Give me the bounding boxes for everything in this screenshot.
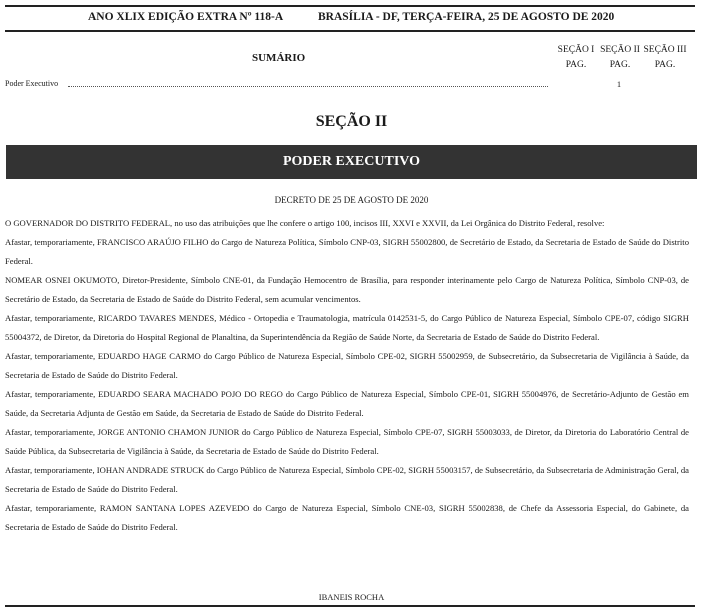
decree-paragraph: O GOVERNADOR DO DISTRITO FEDERAL, no uso das atribuições que lhe confere o artigo 100, incisos III, XXVI e XXVII, da Lei Orgânica do Distrito Federal, resolve: xyxy=(5,218,605,228)
summary-col-sub: PAG. xyxy=(654,60,676,70)
summary-col-header: SEÇÃO I xyxy=(557,45,595,55)
footer-rule xyxy=(5,605,695,607)
summary-col-header: SEÇÃO II xyxy=(600,45,640,55)
decree-paragraph: Afastar, temporariamente, FRANCISCO ARAÚJO FILHO do Cargo de Natureza Política, Símbolo CNP-03, SIGRH 55002800, de Secretário de Estado, da Secretaria de Estado de Saúde do Distrito Federal. xyxy=(5,237,689,266)
summary-col-header: SEÇÃO III xyxy=(643,45,687,55)
summary-col-secao-3 xyxy=(641,43,689,73)
summary-col-secao-1 xyxy=(552,43,600,73)
decree-paragraph: Afastar, temporariamente, RICARDO TAVARES MENDES, Médico - Ortopedia e Traumatologia, matrícula 0142531-5, do Cargo Público de Natureza Especial, Símbolo CPE-07, código SIGRH 55004372, de Diretor, da Diretoria do Hospital Regional de Planaltina, da Superintendência da Região de Saúde Norte, da Secretaria de Estado de Saúde do Distrito Federal. xyxy=(5,313,689,342)
summary-col-sub: PAG. xyxy=(565,60,587,70)
decree-paragraph: Afastar, temporariamente, EDUARDO SEARA MACHADO POJO DO REGO do Cargo Público de Natureza Especial, Símbolo CPE-01, SIGRH 55004976, de Secretário-Adjunto de Gestão em Saúde, da Secretaria Adjunta de Gestão em Saúde, da Secretaria de Estado de Saúde do Distrito Federal. xyxy=(5,389,689,418)
toc-dot-leader xyxy=(68,86,548,87)
decree-paragraph: Afastar, temporariamente, RAMON SANTANA LOPES AZEVEDO do Cargo de Natureza Especial, Símbolo CNE-03, SIGRH 55002838, de Chefe da Assessoria Especial, do Gabinete, da Secretaria de Estado de Saúde do Distrito Federal. xyxy=(5,503,689,532)
edition-label: ANO XLIX EDIÇÃO EXTRA Nº 118-A xyxy=(88,11,284,23)
header-top-rule xyxy=(5,5,695,7)
decree-paragraph: Afastar, temporariamente, EDUARDO HAGE CARMO do Cargo Público de Natureza Especial, Símbolo CPE-02, SIGRH 55002959, de Subsecretário, da Subsecretaria de Vigilância à Saúde, da Secretaria de Estado de Saúde do Distrito Federal. xyxy=(5,351,689,380)
decree-title: DECRETO DE 25 DE AGOSTO DE 2020 xyxy=(274,195,429,205)
signature: IBANEIS ROCHA xyxy=(318,592,385,602)
section-band: PODER EXECUTIVO xyxy=(6,145,697,179)
toc-entry-label[interactable]: Poder Executivo xyxy=(5,79,59,88)
place-date-label: BRASÍLIA - DF, TERÇA-FEIRA, 25 DE AGOSTO DE 2020 xyxy=(318,11,615,23)
section-title: SEÇÃO II xyxy=(315,113,388,130)
summary-col-secao-2 xyxy=(596,43,644,73)
decree-body xyxy=(5,214,689,537)
header-bottom-rule xyxy=(5,30,695,32)
decree-paragraph: Afastar, temporariamente, JORGE ANTONIO CHAMON JUNIOR do Cargo Público de Natureza Especial, Símbolo CPE-07, SIGRH 55003033, de Diretor, da Diretoria do Laboratório Central de Saúde Pública, da Subsecretaria de Vigilância à Saúde, da Secretaria de Estado de Saúde do Distrito Federal. xyxy=(5,427,689,456)
summary-title: SUMÁRIO xyxy=(252,52,306,64)
decree-paragraph: Afastar, temporariamente, IOHAN ANDRADE STRUCK do Cargo Público de Natureza Especial, Símbolo CPE-02, SIGRH 55003157, de Subsecretário, da Subsecretaria de Administração Geral, da Secretaria de Estado de Saúde do Distrito Federal. xyxy=(5,465,689,494)
toc-entry-page[interactable]: 1 xyxy=(616,79,622,89)
summary-col-sub: PAG. xyxy=(609,60,631,70)
decree-paragraph: NOMEAR OSNEI OKUMOTO, Diretor-Presidente, Símbolo CNE-01, da Fundação Hemocentro de Brasília, para responder interinamente pelo Cargo de Natureza Política, Símbolo CNP-03, de Secretário de Estado, da Secretaria de Estado de Saúde do Distrito Federal, sem acumular vencimentos. xyxy=(5,275,689,304)
